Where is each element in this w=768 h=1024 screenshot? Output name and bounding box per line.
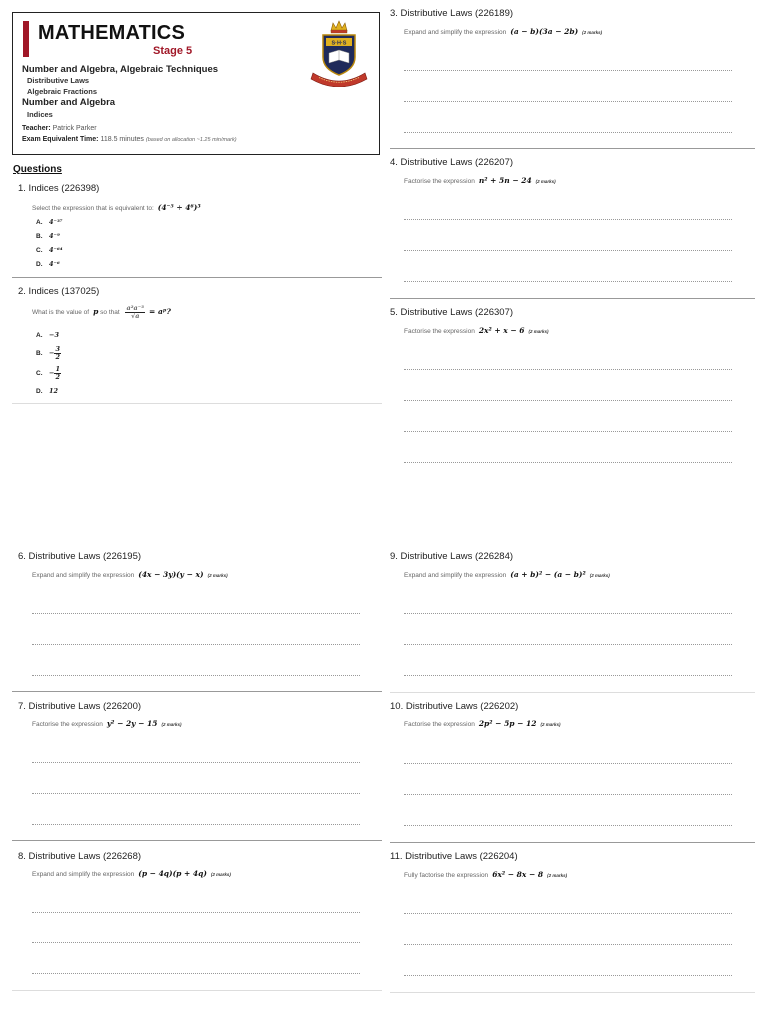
topic-heading: Number and Algebra <box>22 97 116 108</box>
question-separator <box>12 691 382 692</box>
question-11 <box>390 851 760 986</box>
option-c[interactable] <box>36 246 63 254</box>
question-2 <box>18 286 382 401</box>
option-letter: D. <box>36 388 43 395</box>
prompt-text: Factorise the expression <box>404 328 475 335</box>
option-a[interactable] <box>36 331 59 339</box>
crest-letters: S·H·S <box>331 40 347 47</box>
option-letter: C. <box>36 370 43 378</box>
answer-line[interactable] <box>404 462 732 463</box>
answer-line[interactable] <box>32 675 360 676</box>
question-8 <box>18 851 382 986</box>
question-3 <box>390 8 760 143</box>
prompt-text: Expand and simplify the expression <box>404 572 507 579</box>
option-sign: − <box>49 349 55 358</box>
answer-line[interactable] <box>404 431 732 432</box>
answer-line[interactable] <box>32 793 360 794</box>
question-prompt <box>32 570 228 579</box>
question-title: 3. Distributive Laws (226189) <box>390 8 514 19</box>
question-prompt <box>404 326 549 335</box>
question-title: 4. Distributive Laws (226207) <box>390 157 514 168</box>
answer-line[interactable] <box>404 101 732 102</box>
math-expression: (4⁻⁵ ÷ 4⁶)³ <box>157 203 201 212</box>
question-1 <box>18 183 382 275</box>
question-prompt <box>32 305 171 320</box>
answer-line[interactable] <box>404 369 732 370</box>
question-7 <box>18 701 382 836</box>
option-value: 4⁻⁶⁴ <box>49 246 63 254</box>
option-c[interactable] <box>36 366 61 381</box>
option-b[interactable] <box>36 346 61 361</box>
stage-label: Stage 5 <box>153 45 193 57</box>
question-title: 8. Distributive Laws (226268) <box>18 851 142 862</box>
marks-label: (2 marks) <box>540 722 561 727</box>
option-sign: − <box>49 369 55 378</box>
question-title: 6. Distributive Laws (226195) <box>18 551 142 562</box>
exam-time-label: Exam Equivalent Time: <box>22 136 99 143</box>
fraction-numerator: 3 <box>55 345 60 353</box>
answer-line[interactable] <box>32 613 360 614</box>
math-expression: 2p² − 5p − 12 <box>478 719 537 728</box>
teacher-label: Teacher: <box>22 125 51 132</box>
question-10 <box>390 701 760 836</box>
marks-label: (2 marks) <box>582 30 603 35</box>
marks-label: (2 marks) <box>535 179 556 184</box>
math-expression: (p − 4q)(p + 4q) <box>138 869 207 878</box>
question-separator <box>390 992 755 993</box>
answer-line[interactable] <box>404 913 732 914</box>
question-prompt <box>404 27 602 36</box>
question-title: 9. Distributive Laws (226284) <box>390 551 514 562</box>
marks-label: (2 marks) <box>547 873 568 878</box>
option-value: 4⁻⁹ <box>49 232 60 240</box>
answer-line[interactable] <box>404 825 732 826</box>
answer-line[interactable] <box>404 70 732 71</box>
topic-heading: Number and Algebra, Algebraic Techniques <box>22 64 219 75</box>
answer-line[interactable] <box>32 973 360 974</box>
question-title: 1. Indices (226398) <box>18 183 100 194</box>
answer-line[interactable] <box>404 250 732 251</box>
fraction-denominator: 2 <box>55 373 60 381</box>
fraction-numerator: a²a⁻³ <box>126 304 145 312</box>
marks-label: (2 marks) <box>207 573 228 578</box>
answer-line[interactable] <box>404 400 732 401</box>
subtopic: Algebraic Fractions <box>27 87 98 96</box>
question-separator <box>390 842 755 843</box>
question-title: 2. Indices (137025) <box>18 286 100 297</box>
option-letter: D. <box>36 261 43 268</box>
answer-line[interactable] <box>404 613 732 614</box>
option-letter: A. <box>36 219 43 226</box>
fraction-denominator: √a <box>131 312 140 320</box>
option-value: 12 <box>49 387 59 395</box>
exam-time-note: (based on allocation ~1.25 min/mark) <box>145 137 237 143</box>
question-prompt <box>32 203 201 212</box>
prompt-text: Fully factorise the expression <box>404 872 489 879</box>
answer-line[interactable] <box>404 794 732 795</box>
prompt-text: Factorise the expression <box>404 721 475 728</box>
math-expression: = aᵖ? <box>149 307 171 317</box>
question-4 <box>390 157 760 292</box>
answer-line[interactable] <box>32 912 360 913</box>
question-prompt <box>32 719 182 728</box>
option-letter: B. <box>36 233 43 240</box>
subtopic: Distributive Laws <box>27 76 90 85</box>
answer-line[interactable] <box>404 944 732 945</box>
prompt-text: Factorise the expression <box>32 721 103 728</box>
answer-line[interactable] <box>32 942 360 943</box>
math-fraction <box>125 305 145 320</box>
option-value: 4⁻³⁷ <box>49 218 63 226</box>
option-fraction <box>54 366 61 381</box>
subtopic: Indices <box>27 110 53 119</box>
math-expression: y² − 2y − 15 <box>106 719 158 728</box>
question-prompt <box>32 869 231 878</box>
prompt-text: Expand and simplify the expression <box>404 29 507 36</box>
option-d[interactable] <box>36 387 58 395</box>
question-separator <box>390 148 755 149</box>
question-prompt <box>404 870 567 879</box>
answer-line[interactable] <box>404 281 732 282</box>
fraction-denominator: 2 <box>55 353 60 361</box>
question-title: 7. Distributive Laws (226200) <box>18 701 142 712</box>
option-value: −3 <box>49 331 59 339</box>
teacher-line <box>22 125 97 132</box>
marks-label: (2 marks) <box>589 573 610 578</box>
school-crest-logo <box>309 19 369 87</box>
math-expression: (4x − 3y)(y − x) <box>138 570 204 579</box>
exam-time-value: 118.5 minutes <box>100 136 144 143</box>
fraction-numerator: 1 <box>55 365 60 373</box>
question-separator <box>12 403 382 404</box>
subject-title: MATHEMATICS <box>38 22 185 44</box>
prompt-text: Expand and simplify the expression <box>32 572 135 579</box>
math-expression: (a − b)(3a − 2b) <box>510 27 579 36</box>
question-prompt <box>404 719 561 728</box>
question-title: 5. Distributive Laws (226307) <box>390 307 514 318</box>
prompt-text: Select the expression that is equivalent to: <box>32 205 154 212</box>
question-separator <box>12 277 382 278</box>
marks-label: (2 marks) <box>528 329 549 334</box>
option-letter: A. <box>36 332 43 339</box>
question-separator <box>390 298 755 299</box>
option-letter: C. <box>36 247 43 254</box>
title-accent-bar <box>23 21 29 57</box>
marks-label: (2 marks) <box>210 872 231 877</box>
option-b[interactable] <box>36 232 60 240</box>
answer-line[interactable] <box>32 824 360 825</box>
exam-time-line <box>22 136 237 143</box>
answer-line[interactable] <box>32 762 360 763</box>
teacher-name: Patrick Parker <box>52 125 97 132</box>
question-title: 11. Distributive Laws (226204) <box>390 851 518 862</box>
question-title: 10. Distributive Laws (226202) <box>390 701 519 712</box>
answer-line[interactable] <box>404 219 732 220</box>
question-separator <box>390 692 755 693</box>
question-5 <box>390 307 760 477</box>
question-prompt <box>404 570 610 579</box>
math-expression: 2x² + x − 6 <box>478 326 525 335</box>
prompt-text: Factorise the expression <box>404 178 475 185</box>
worksheet-header <box>12 12 380 155</box>
answer-line[interactable] <box>32 644 360 645</box>
option-value: 4⁻⁶ <box>49 260 60 268</box>
question-prompt <box>404 176 556 185</box>
option-letter: B. <box>36 350 43 358</box>
answer-line[interactable] <box>404 644 732 645</box>
prompt-text: Expand and simplify the expression <box>32 871 135 878</box>
question-6 <box>18 551 382 686</box>
question-separator <box>12 840 382 841</box>
math-expression: n² + 5n − 24 <box>478 176 532 185</box>
marks-label: (2 marks) <box>161 722 182 727</box>
math-expression: (a + b)² − (a − b)² <box>510 570 586 579</box>
answer-line[interactable] <box>404 975 732 976</box>
questions-heading: Questions <box>13 164 62 175</box>
question-9 <box>390 551 760 686</box>
math-variable: p <box>93 307 99 317</box>
answer-line[interactable] <box>404 763 732 764</box>
question-separator <box>12 990 382 991</box>
prompt-text: so that <box>100 309 120 317</box>
option-a[interactable] <box>36 218 63 226</box>
option-d[interactable] <box>36 260 60 268</box>
math-expression: 6x² − 8x − 8 <box>492 870 544 879</box>
option-fraction <box>54 346 61 361</box>
prompt-text: What is the value of <box>32 309 90 317</box>
answer-line[interactable] <box>404 675 732 676</box>
answer-line[interactable] <box>404 132 732 133</box>
